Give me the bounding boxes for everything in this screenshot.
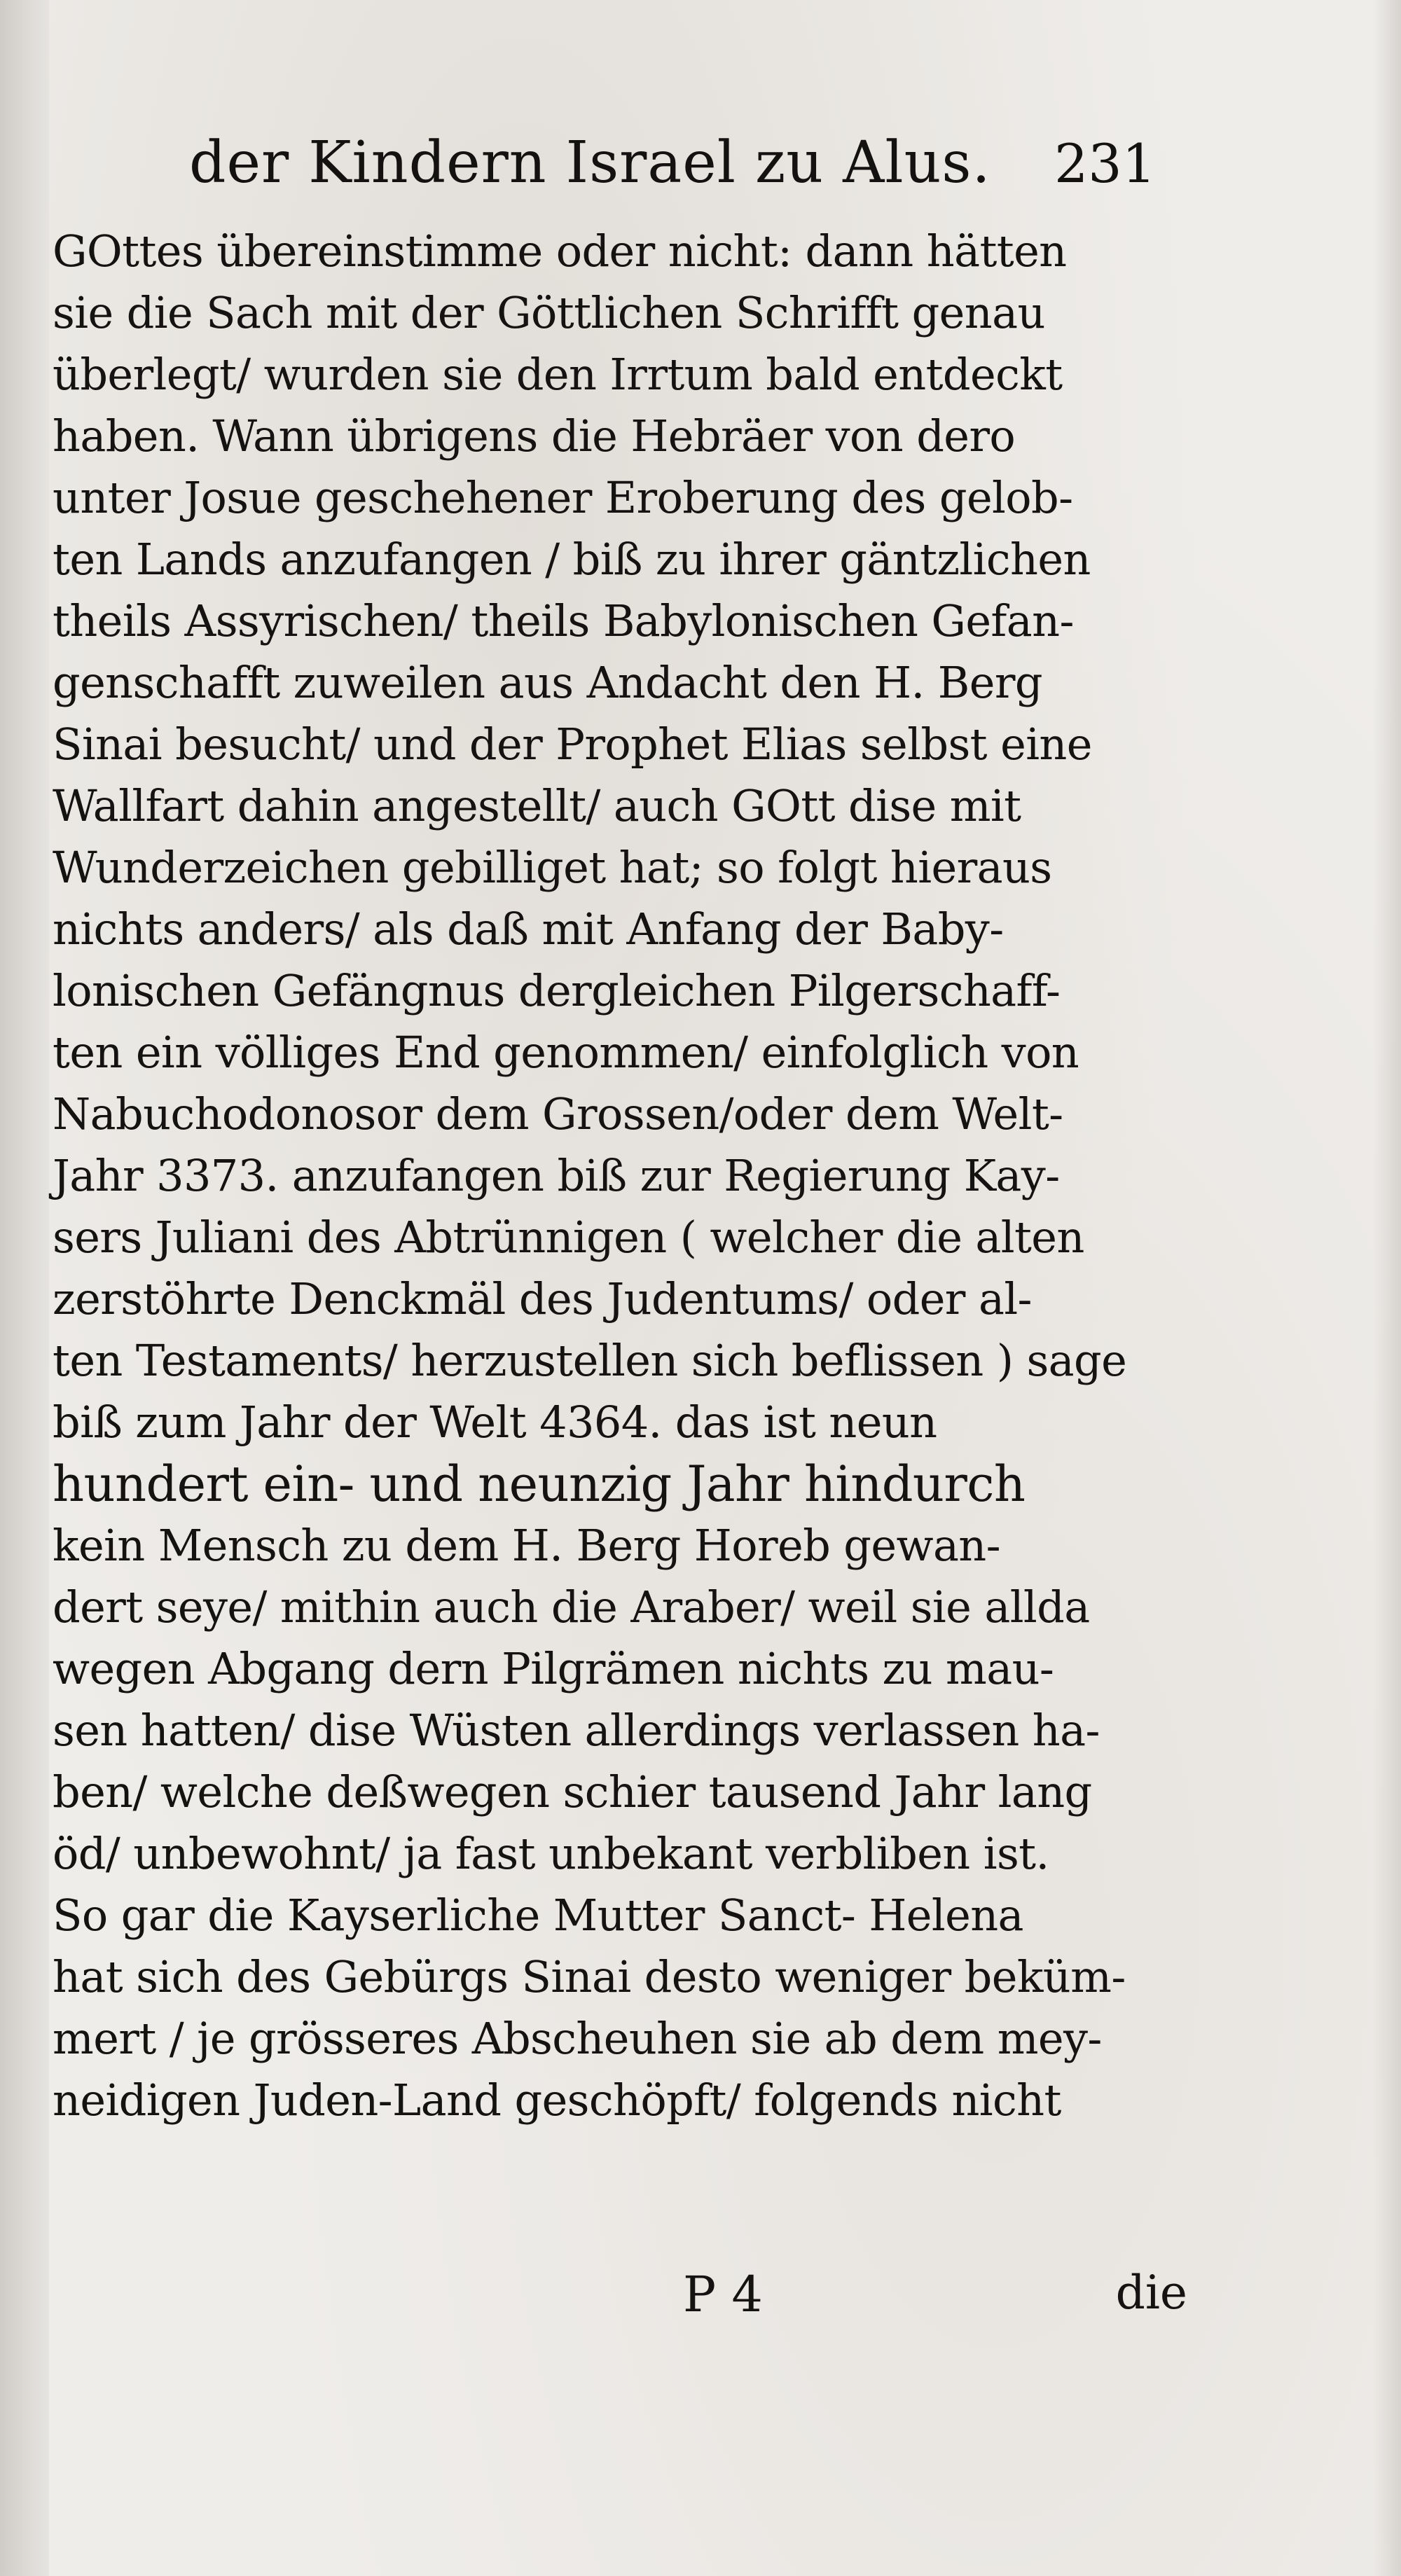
binding-edge (0, 0, 49, 2576)
text-line: Jahr 3373. anzufangen biß zur Regierung Kay- (53, 1150, 1060, 1201)
text-line: zerstöhrte Denckmäl des Judentums/ oder al- (53, 1273, 1032, 1324)
text-line: unter Josue geschehener Eroberung des gelob- (53, 472, 1073, 523)
text-line: Wallfart dahin angestellt/ auch GOtt dise mit (53, 780, 1021, 831)
text-line: öd/ unbewohnt/ ja fast unbekant verbliben ist. (53, 1828, 1049, 1879)
page-number: 231 (1054, 132, 1156, 195)
text-line: GOttes übereinstimme oder nicht: dann hätten (53, 226, 1067, 277)
text-line: sers Juliani des Abtrünnigen ( welcher die alten (53, 1212, 1084, 1263)
text-line: dert seye/ mithin auch die Araber/ weil sie allda (53, 1581, 1090, 1633)
page-footer (683, 2266, 1187, 2336)
signature-mark: P 4 (683, 2266, 763, 2323)
text-line: lonischen Gefängnus dergleichen Pilgerschaff- (53, 965, 1061, 1016)
running-title: der Kindern Israel zu Alus. (189, 130, 991, 196)
text-line: wegen Abgang dern Pilgrämen nichts zu mau- (53, 1643, 1054, 1694)
page-gutter (1373, 0, 1401, 2576)
text-line: ten ein völliges End genommen/ einfolglich von (53, 1027, 1079, 1078)
text-line: genschafft zuweilen aus Andacht den H. Berg (53, 657, 1042, 708)
text-line: hundert ein- und neunzig Jahr hindurch (53, 1455, 1026, 1513)
text-line: Wunderzeichen gebilliget hat; so folgt hieraus (53, 842, 1052, 893)
text-line: sen hatten/ dise Wüsten allerdings verlassen ha- (53, 1705, 1100, 1756)
text-line: ten Testaments/ herzustellen sich beflissen ) sage (53, 1335, 1127, 1386)
text-line: überlegt/ wurden sie den Irrtum bald entdeckt (53, 349, 1063, 400)
text-line: neidigen Juden-Land geschöpft/ folgends nicht (53, 2075, 1061, 2126)
text-line: biß zum Jahr der Welt 4364. das ist neun (53, 1397, 937, 1448)
catchword: die (1115, 2266, 1187, 2320)
text-line: hat sich des Gebürgs Sinai desto weniger beküm- (53, 1951, 1126, 2002)
text-line: So gar die Kayserliche Mutter Sanct- Helena (53, 1890, 1023, 1941)
text-line: ten Lands anzufangen / biß zu ihrer gäntzlichen (53, 534, 1091, 585)
text-line: ben/ welche deßwegen schier tausend Jahr lang (53, 1766, 1092, 1817)
text-line: haben. Wann übrigens die Hebräer von dero (53, 410, 1016, 462)
text-line: kein Mensch zu dem H. Berg Horeb gewan- (53, 1520, 1000, 1571)
text-line: nichts anders/ als daß mit Anfang der Baby- (53, 903, 1004, 955)
body-text (53, 221, 1180, 2131)
running-head (189, 130, 1156, 207)
text-line: Sinai besucht/ und der Prophet Elias selbst eine (53, 719, 1092, 770)
text-line: Nabuchodonosor dem Grossen/oder dem Welt- (53, 1088, 1063, 1140)
text-line: mert / je grösseres Abscheuhen sie ab dem mey- (53, 2013, 1102, 2064)
text-line: sie die Sach mit der Göttlichen Schrifft genau (53, 287, 1045, 338)
text-line: theils Assyrischen/ theils Babylonischen Gefan- (53, 595, 1074, 646)
